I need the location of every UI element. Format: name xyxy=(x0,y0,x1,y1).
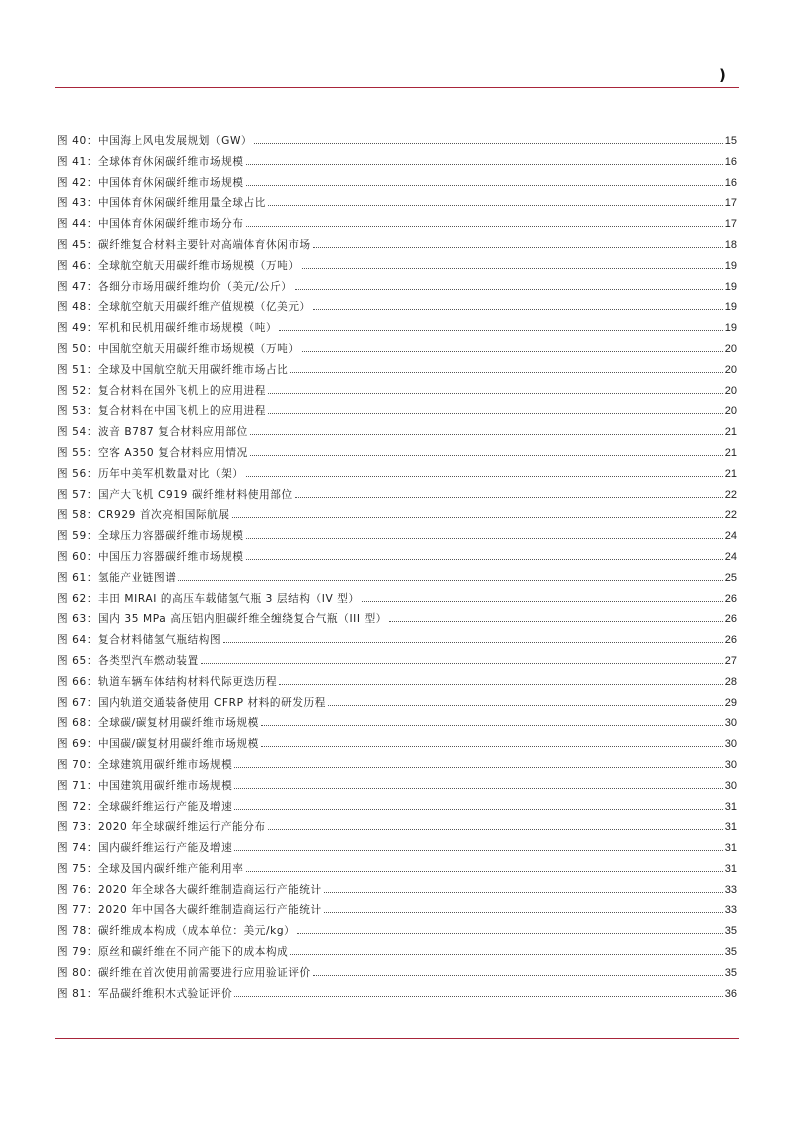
dot-leader xyxy=(223,641,723,643)
dot-leader xyxy=(297,932,722,934)
toc-entry[interactable] xyxy=(57,299,737,320)
toc-entry-label: 图 68：全球碳/碳复材用碳纤维市场规模 xyxy=(57,717,259,730)
toc-entry[interactable] xyxy=(57,424,737,445)
toc-entry[interactable] xyxy=(57,466,737,487)
dot-leader xyxy=(246,870,723,872)
toc-entry-page: 19 xyxy=(724,259,737,272)
toc-entry[interactable] xyxy=(57,986,737,1007)
toc-entry-page: 31 xyxy=(724,842,737,855)
toc-entry[interactable] xyxy=(57,840,737,861)
toc-entry-label: 图 69：中国碳/碳复材用碳纤维市场规模 xyxy=(57,738,259,751)
toc-entry[interactable] xyxy=(57,695,737,716)
dot-leader xyxy=(201,662,723,664)
toc-entry-label: 图 76：2020 年全球各大碳纤维制造商运行产能统计 xyxy=(57,883,322,896)
toc-entry-page: 21 xyxy=(724,467,737,480)
toc-entry-page: 16 xyxy=(724,176,737,189)
toc-entry-label: 图 48：全球航空航天用碳纤维产值规模（亿美元） xyxy=(57,301,311,314)
toc-entry-page: 35 xyxy=(724,925,737,938)
toc-entry-page: 24 xyxy=(724,550,737,563)
footer-rule xyxy=(55,1038,739,1039)
header-rule xyxy=(55,87,739,88)
toc-entry[interactable] xyxy=(57,944,737,965)
toc-entry-page: 17 xyxy=(724,197,737,210)
toc-entry-label: 图 72：全球碳纤维运行产能及增速 xyxy=(57,800,233,813)
toc-entry-label: 图 75：全球及国内碳纤维产能利用率 xyxy=(57,862,244,875)
toc-entry-label: 图 49：军机和民机用碳纤维市场规模（吨） xyxy=(57,322,278,335)
dot-leader xyxy=(302,267,723,269)
toc-entry-label: 图 77：2020 年中国各大碳纤维制造商运行产能统计 xyxy=(57,904,322,917)
dot-leader xyxy=(246,225,723,227)
toc-entry[interactable] xyxy=(57,591,737,612)
toc-entry-label: 图 55：空客 A350 复合材料应用情况 xyxy=(57,446,248,459)
toc-entry[interactable] xyxy=(57,861,737,882)
toc-entry-label: 图 41：全球体育休闲碳纤维市场规模 xyxy=(57,155,244,168)
dot-leader xyxy=(324,891,723,893)
toc-entry-page: 20 xyxy=(724,384,737,397)
dot-leader xyxy=(246,184,723,186)
toc-entry-label: 图 78：碳纤维成本构成（成本单位：美元/kg） xyxy=(57,925,296,938)
dot-leader xyxy=(279,683,723,685)
toc-entry[interactable] xyxy=(57,507,737,528)
dot-leader xyxy=(295,496,723,498)
dot-leader xyxy=(268,828,723,830)
toc-entry[interactable] xyxy=(57,403,737,424)
toc-entry[interactable] xyxy=(57,882,737,903)
toc-entry[interactable] xyxy=(57,320,737,341)
toc-entry[interactable] xyxy=(57,237,737,258)
toc-entry-label: 图 73：2020 年全球碳纤维运行产能分布 xyxy=(57,821,266,834)
toc-entry-page: 26 xyxy=(724,634,737,647)
toc-entry-page: 19 xyxy=(724,280,737,293)
toc-entry-label: 图 54：波音 B787 复合材料应用部位 xyxy=(57,426,248,439)
toc-entry-label: 图 52：复合材料在国外飞机上的应用进程 xyxy=(57,384,266,397)
toc-entry[interactable] xyxy=(57,819,737,840)
toc-entry-label: 图 61：氢能产业链图谱 xyxy=(57,571,177,584)
toc-entry-label: 图 42：中国体育休闲碳纤维市场规模 xyxy=(57,176,244,189)
toc-entry[interactable] xyxy=(57,736,737,757)
dot-leader xyxy=(246,475,723,477)
toc-entry[interactable] xyxy=(57,632,737,653)
toc-entry[interactable] xyxy=(57,175,737,196)
toc-entry-page: 17 xyxy=(724,218,737,231)
toc-entry-label: 图 66：轨道车辆车体结构材料代际更迭历程 xyxy=(57,675,278,688)
dot-leader xyxy=(290,371,722,373)
dot-leader xyxy=(250,433,723,435)
toc-entry[interactable] xyxy=(57,778,737,799)
toc-entry[interactable] xyxy=(57,154,737,175)
toc-entry-page: 16 xyxy=(724,155,737,168)
toc-entry[interactable] xyxy=(57,799,737,820)
toc-entry-page: 15 xyxy=(724,135,737,147)
toc-entry-label: 图 81：军品碳纤维积木式验证评价 xyxy=(57,987,233,1000)
toc-entry[interactable] xyxy=(57,965,737,986)
toc-entry-page: 31 xyxy=(724,821,737,834)
toc-entry-label: 图 62：丰田 MIRAI 的高压车载储氢气瓶 3 层结构（IV 型） xyxy=(57,592,360,605)
toc-entry-label: 图 80：碳纤维在首次使用前需要进行应用验证评价 xyxy=(57,966,311,979)
dot-leader xyxy=(268,412,723,414)
toc-entry[interactable] xyxy=(57,383,737,404)
toc-entry[interactable] xyxy=(57,195,737,216)
dot-leader xyxy=(268,392,723,394)
toc-entry[interactable] xyxy=(57,487,737,508)
dot-leader xyxy=(246,558,723,560)
dot-leader xyxy=(324,911,723,913)
toc-entry[interactable] xyxy=(57,611,737,632)
toc-entry-page: 29 xyxy=(724,696,737,709)
toc-entry-page: 35 xyxy=(724,966,737,979)
dot-leader xyxy=(246,163,723,165)
toc-entry-label: 图 71：中国建筑用碳纤维市场规模 xyxy=(57,779,233,792)
toc-entry-label: 图 44：中国体育休闲碳纤维市场分布 xyxy=(57,218,244,231)
toc-entry-label: 图 47：各细分市场用碳纤维均价（美元/公斤） xyxy=(57,280,293,293)
toc-entry[interactable] xyxy=(57,653,737,674)
toc-entry-label: 图 59：全球压力容器碳纤维市场规模 xyxy=(57,530,244,543)
dot-leader xyxy=(295,288,723,290)
toc-entry-page: 27 xyxy=(724,654,737,667)
toc-entry-label: 图 57：国产大飞机 C919 碳纤维材料使用部位 xyxy=(57,488,293,501)
toc-entry[interactable] xyxy=(57,549,737,570)
toc-entry-page: 19 xyxy=(724,322,737,335)
toc-entry-label: 图 40：中国海上风电发展规划（GW） xyxy=(57,135,253,147)
toc-entry-page: 30 xyxy=(724,779,737,792)
toc-entry-page: 36 xyxy=(724,987,737,1000)
toc-entry-label: 图 74：国内碳纤维运行产能及增速 xyxy=(57,842,233,855)
toc-entry-page: 26 xyxy=(724,613,737,626)
toc-entry-label: 图 56：历年中美军机数量对比（架） xyxy=(57,467,244,480)
dot-leader xyxy=(362,600,723,602)
dot-leader xyxy=(290,953,722,955)
toc-entry[interactable] xyxy=(57,133,737,154)
toc-entry-page: 21 xyxy=(724,446,737,459)
toc-entry-label: 图 53：复合材料在中国飞机上的应用进程 xyxy=(57,405,266,418)
dot-leader xyxy=(178,579,722,581)
toc-entry-page: 25 xyxy=(724,571,737,584)
dot-leader xyxy=(328,704,723,706)
toc-entry-page: 20 xyxy=(724,342,737,355)
dot-leader xyxy=(254,142,723,144)
toc-entry-page: 31 xyxy=(724,800,737,813)
toc-entry[interactable] xyxy=(57,445,737,466)
toc-entry-page: 30 xyxy=(724,758,737,771)
toc-entry[interactable] xyxy=(57,258,737,279)
toc-entry-page: 20 xyxy=(724,363,737,376)
dot-leader xyxy=(389,620,723,622)
header-mark: ) xyxy=(719,66,726,84)
toc-entry-page: 24 xyxy=(724,530,737,543)
dot-leader xyxy=(268,204,723,206)
toc-entry-page: 22 xyxy=(724,488,737,501)
toc-entry[interactable] xyxy=(57,570,737,591)
figure-list xyxy=(57,133,737,1006)
dot-leader xyxy=(234,995,722,997)
dot-leader xyxy=(234,787,722,789)
toc-entry-label: 图 60：中国压力容器碳纤维市场规模 xyxy=(57,550,244,563)
toc-entry-label: 图 65：各类型汽车燃动装置 xyxy=(57,654,199,667)
dot-leader xyxy=(302,350,723,352)
toc-entry-page: 33 xyxy=(724,904,737,917)
toc-entry-page: 26 xyxy=(724,592,737,605)
dot-leader xyxy=(261,745,723,747)
toc-entry-page: 28 xyxy=(724,675,737,688)
toc-entry-label: 图 63：国内 35 MPa 高压铝内胆碳纤维全缠绕复合气瓶（III 型） xyxy=(57,613,387,626)
toc-entry-label: 图 67：国内轨道交通装备使用 CFRP 材料的研发历程 xyxy=(57,696,326,709)
dot-leader xyxy=(313,974,723,976)
toc-entry-page: 20 xyxy=(724,405,737,418)
toc-entry-page: 33 xyxy=(724,883,737,896)
toc-entry-label: 图 50：中国航空航天用碳纤维市场规模（万吨） xyxy=(57,342,300,355)
dot-leader xyxy=(279,329,723,331)
dot-leader xyxy=(261,724,723,726)
dot-leader xyxy=(313,246,723,248)
toc-entry-page: 18 xyxy=(724,238,737,251)
toc-entry-label: 图 46：全球航空航天用碳纤维市场规模（万吨） xyxy=(57,259,300,272)
toc-entry[interactable] xyxy=(57,757,737,778)
toc-entry-label: 图 70：全球建筑用碳纤维市场规模 xyxy=(57,758,233,771)
toc-entry-page: 30 xyxy=(724,738,737,751)
toc-entry-label: 图 45：碳纤维复合材料主要针对高端体育休闲市场 xyxy=(57,238,311,251)
toc-entry[interactable] xyxy=(57,923,737,944)
toc-entry-page: 31 xyxy=(724,862,737,875)
dot-leader xyxy=(232,516,723,518)
toc-entry[interactable] xyxy=(57,362,737,383)
toc-entry-label: 图 43：中国体育休闲碳纤维用量全球占比 xyxy=(57,197,266,210)
toc-entry-label: 图 64：复合材料储氢气瓶结构图 xyxy=(57,634,222,647)
toc-entry-page: 21 xyxy=(724,426,737,439)
toc-entry[interactable] xyxy=(57,674,737,695)
dot-leader xyxy=(250,454,723,456)
toc-entry-page: 22 xyxy=(724,509,737,522)
toc-entry-page: 19 xyxy=(724,301,737,314)
toc-entry-label: 图 58：CR929 首次亮相国际航展 xyxy=(57,509,230,522)
dot-leader xyxy=(234,766,722,768)
toc-entry-page: 30 xyxy=(724,717,737,730)
toc-entry-page: 35 xyxy=(724,946,737,959)
toc-entry[interactable] xyxy=(57,341,737,362)
dot-leader xyxy=(246,537,723,539)
dot-leader xyxy=(234,808,722,810)
toc-entry-label: 图 79：原丝和碳纤维在不同产能下的成本构成 xyxy=(57,946,289,959)
toc-entry-label: 图 51：全球及中国航空航天用碳纤维市场占比 xyxy=(57,363,289,376)
toc-entry[interactable] xyxy=(57,279,737,300)
dot-leader xyxy=(234,849,722,851)
toc-entry[interactable] xyxy=(57,715,737,736)
dot-leader xyxy=(313,308,723,310)
toc-entry[interactable] xyxy=(57,902,737,923)
toc-entry[interactable] xyxy=(57,528,737,549)
toc-entry[interactable] xyxy=(57,216,737,237)
